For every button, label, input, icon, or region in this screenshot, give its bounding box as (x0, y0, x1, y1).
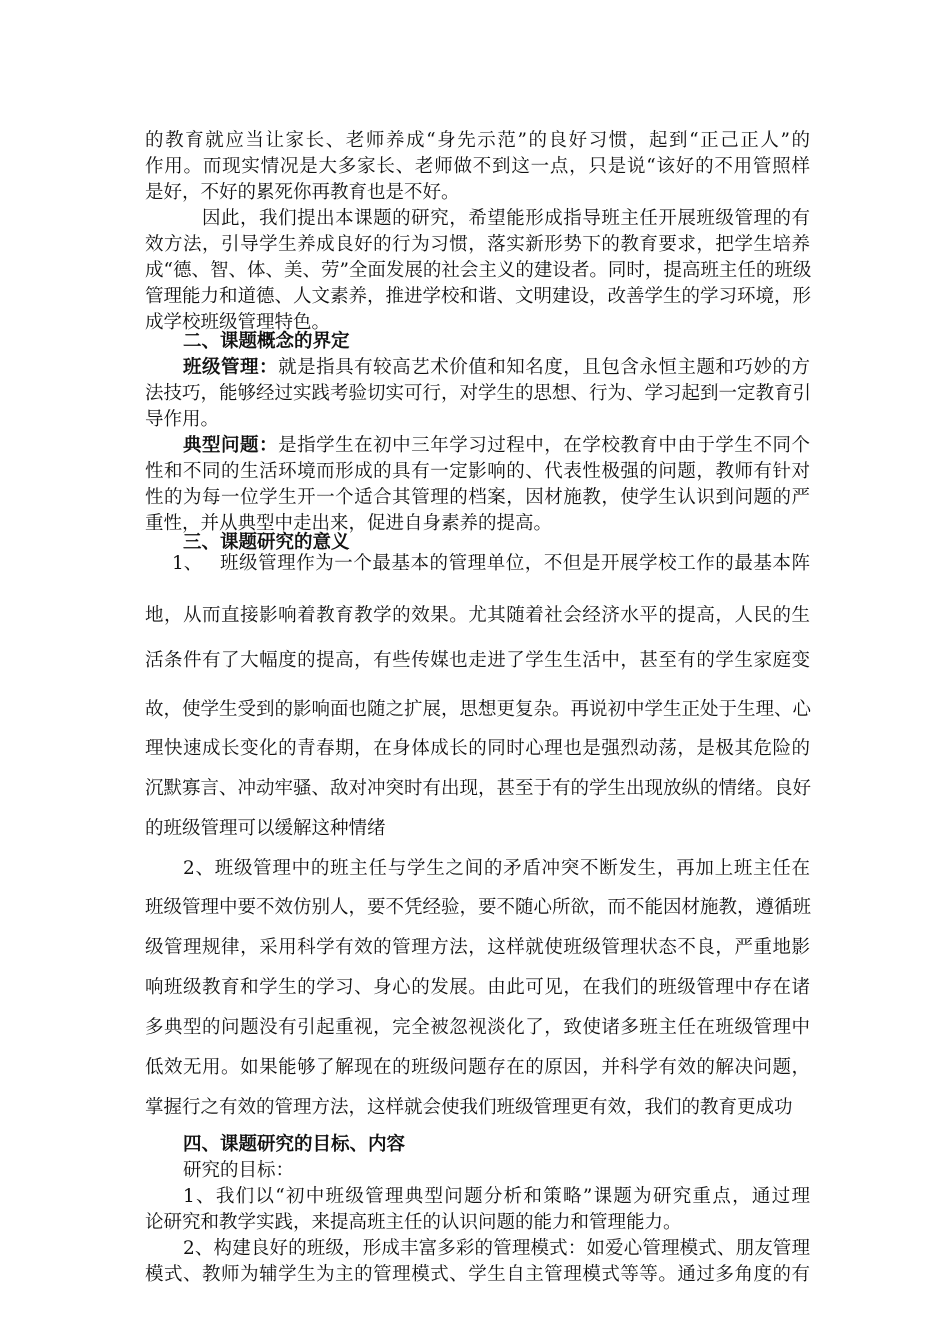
body-line: 的教育就应当让家长、老师养成“身先示范”的良好习惯，起到“正己正人”的 (145, 130, 810, 151)
term-label: 班级管理： (183, 357, 279, 378)
body-line: 2、班级管理中的班主任与学生之间的矛盾冲突不断发生，再加上班主任在 (183, 858, 810, 879)
body-line: 低效无用。如果能够了解现在的班级问题存在的原因，并科学有效的解决问题， (145, 1057, 810, 1078)
body-line: 2、构建良好的班级，形成丰富多彩的管理模式：如爱心管理模式、朋友管理 (183, 1238, 810, 1259)
body-line: 效方法，引导学生养成良好的行为习惯，落实新形势下的教育要求，把学生培养 (145, 234, 810, 255)
section-heading: 四、课题研究的目标、内容 (183, 1134, 406, 1155)
section-heading: 二、课题概念的界定 (183, 331, 350, 352)
body-line: 1、我们以“初中班级管理典型问题分析和策略”课题为研究重点，通过理 (183, 1186, 810, 1207)
body-line: 成学校班级管理特色。 (145, 312, 331, 333)
definition-text: 是指学生在初中三年学习过程中，在学校教育中由于学生不同个 (278, 435, 810, 456)
body-line: 成“德、智、体、美、劳”全面发展的社会主义的建设者。同时，提高班主任的班级 (145, 260, 812, 281)
definition-line (183, 353, 810, 379)
body-line: 是好，不好的累死你再教育也是不好。 (145, 182, 460, 203)
body-line: 响班级教育和学生的学习、身心的发展。由此可见，在我们的班级管理中存在诸 (145, 977, 810, 998)
body-line: 班级管理作为一个最基本的管理单位，不但是开展学校工作的最基本阵 (220, 553, 810, 574)
body-line: 多典型的问题没有引起重视，完全被忽视淡化了，致使诸多班主任在班级管理中 (145, 1017, 810, 1038)
body-line: 级管理规律，采用科学有效的管理方法，这样就使班级管理状态不良，严重地影 (145, 937, 810, 958)
body-line: 的班级管理可以缓解这种情绪 (145, 818, 386, 839)
body-line: 管理能力和道德、人文素养，推进学校和谐、文明建设，改善学生的学习环境，形 (145, 286, 812, 307)
body-line: 模式、教师为辅学生为主的管理模式、学生自主管理模式等等。通过多角度的有 (145, 1264, 810, 1285)
body-line: 法技巧，能够经过实践考验切实可行，对学生的思想、行为、学习起到一定教育引 (145, 383, 812, 404)
body-line: 性的为每一位学生开一个适合其管理的档案，因材施教，使学生认识到问题的严 (145, 487, 810, 508)
body-line: 作用。而现实情况是大多家长、老师做不到这一点，只是说“该好的不用管照样 (145, 156, 810, 177)
body-line: 地，从而直接影响着教育教学的效果。尤其随着社会经济水平的提高，人民的生 (145, 605, 810, 626)
list-number: 1、 (172, 553, 203, 574)
body-line: 班级管理中要不效仿别人，要不凭经验，要不随心所欲，而不能因材施教，遵循班 (145, 897, 812, 918)
body-line: 论研究和教学实践，来提高班主任的认识问题的能力和管理能力。 (145, 1212, 682, 1233)
body-line: 沉默寡言、冲动牢骚、敌对冲突时有出现，甚至于有的学生出现放纵的情绪。良好 (145, 778, 812, 799)
body-line: 掌握行之有效的管理方法，这样就会使我们班级管理更有效，我们的教育更成功 (145, 1097, 793, 1118)
section-heading: 三、课题研究的意义 (183, 532, 350, 553)
body-line: 活条件有了大幅度的提高，有些传媒也走进了学生生活中，甚至有的学生家庭变 (145, 650, 810, 671)
body-line: 重性，并从典型中走出来，促进自身素养的提高。 (145, 513, 553, 534)
sub-heading: 研究的目标： (183, 1160, 295, 1181)
term-label: 典型问题： (183, 435, 279, 456)
definition-line (183, 431, 810, 457)
body-line: 理快速成长变化的青春期，在身体成长的同时心理也是强烈动荡，是极其危险的 (145, 738, 810, 759)
body-line: 导作用。 (145, 409, 220, 430)
definition-text: 就是指具有较高艺术价值和知名度，且包含永恒主题和巧妙的方 (278, 357, 810, 378)
body-line: 因此，我们提出本课题的研究，希望能形成指导班主任开展班级管理的有 (202, 208, 810, 229)
body-line: 性和不同的生活环境而形成的具有一定影响的、代表性极强的问题，教师有针对 (145, 461, 810, 482)
body-line: 故，使学生受到的影响面也随之扩展，思想更复杂。再说初中学生正处于生理、心 (145, 699, 812, 720)
